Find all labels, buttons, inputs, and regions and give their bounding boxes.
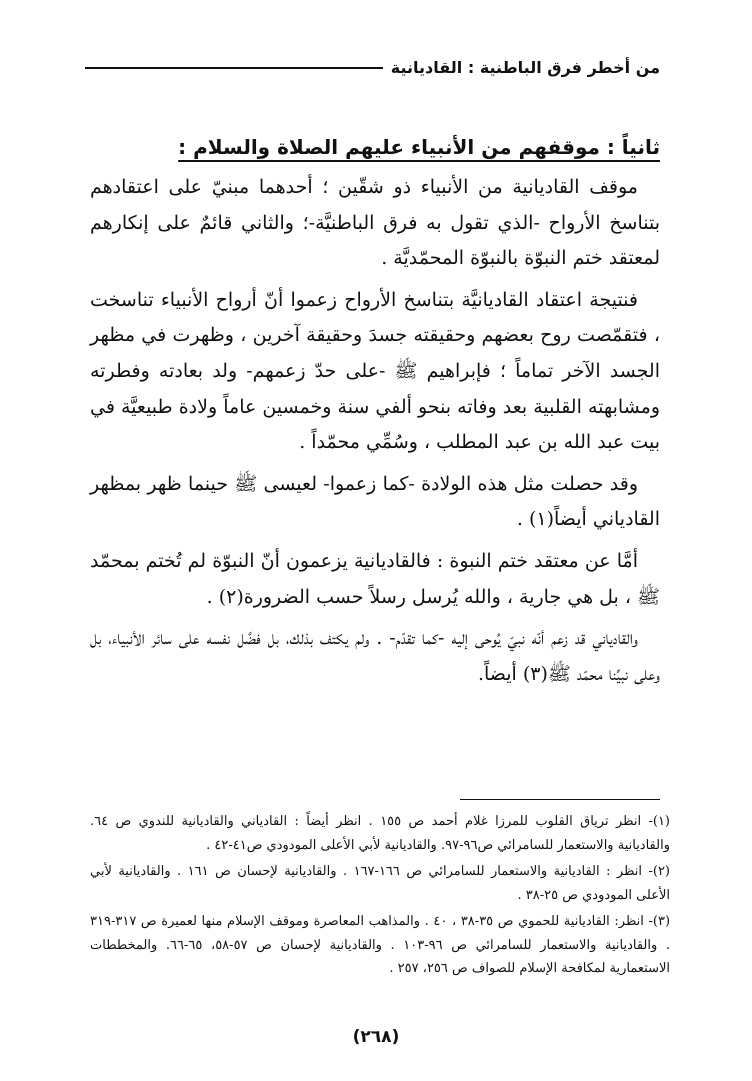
paragraph-5: والقادياني قد زعم أنّه نبيّ يُوحى إليه -كما تقدّم- . ولم يكتف بذلك، بل فضَّل نفسه على سائر الأنبياء، بل وعلى نبيِّنا محمّد ﷺ(٣) أيضاً. — [90, 627, 660, 685]
running-title: من أخطر فرق الباطنية : القاديانية — [390, 58, 660, 77]
paragraph-3: وقد حصلت مثل هذه الولادة -كما زعموا- لعيسى ﷺ حينما ظهر بمظهر القادياني أيضاً(١) . — [90, 472, 660, 531]
footnotes — [90, 810, 670, 984]
paragraph-1: موقف القاديانية من الأنبياء ذو شقّين ؛ أحدهما مبنيّ على اعتقادهم بتناسخ الأرواح -الذي تقول به فرق الباطنيَّة-؛ والثاني قائمٌ على إنكارهم لمعتقد ختم النبوّة بالنبوّة المحمّديَّة . — [90, 176, 660, 270]
paragraph-2: فنتيجة اعتقاد القاديانيَّة بتناسخ الأرواح زعموا أنّ أرواح الأنبياء تناسخت ، فتقمّصت روح بعضهم وحقيقته جسدَ وحقيقة آخرين ، وظهرت في مظهر الجسد الآخر تماماً ؛ فإبراهيم ﷺ -على حدّ زعمهم- ولد بعادته وفطرته ومشابهته القلبية بعد وفاته بنحو ألفي سنة وخمسين عاماً ولادة طبيعيَّة في بيت عبد الله بن عبد المطلب ، وسُمِّي محمّداً . — [90, 288, 660, 454]
header-rule — [85, 67, 383, 69]
section-heading — [90, 128, 660, 166]
paragraph-4: أمَّا عن معتقد ختم النبوة : فالقاديانية يزعمون أنّ النبوّة لم تُختم بمحمّد ﷺ ، بل هي جارية ، والله يُرسل رسلاً حسب الضرورة(٢) . — [90, 549, 660, 608]
footnote-separator — [460, 799, 660, 800]
section-heading-text: ثانياً : موقفهم من الأنبياء عليهم الصلاة والسلام : — [178, 135, 660, 159]
page-number: (٢٦٨) — [352, 1027, 400, 1047]
footnote-1: (١)- انظر ترياق القلوب للمرزا غلام أحمد ص ١٥٥ . انظر أيضاً : القادياني والقاديانية للندوي ص ٦٤. والقاديانية والاستعمار للسامرائي ص٩٦-٩٧. والقاديانية لأبي الأعلى المودودي ص٤١-٤٢ . — [90, 814, 670, 853]
footnote-3: (٣)- انظر: القاديانية للحموي ص ٣٥-٣٨ ، ٤٠ . والمذاهب المعاصرة وموقف الإسلام منها لعميرة ص ٣١٧-٣١٩ . والقاديانية والاستعمار للسامرائي ص ٩٦-١٠٣ . والقاديانية لإحسان ص ٥٧-٥٨، ٦٥-٦٦. والمخططات الاستعمارية لمكافحة الإسلام للصواف ص ٢٥٦، ٢٥٧ . — [90, 914, 671, 976]
running-header — [85, 58, 660, 77]
footnote-2: (٢)- انظر : القاديانية والاستعمار للسامرائي ص ١٦٦-١٦٧ . والقاديانية لإحسان ص ١٦١ . والقاديانية لأبي الأعلى المودودي ص ٢٥-٣٨ . — [90, 864, 670, 903]
body-text — [90, 128, 660, 698]
